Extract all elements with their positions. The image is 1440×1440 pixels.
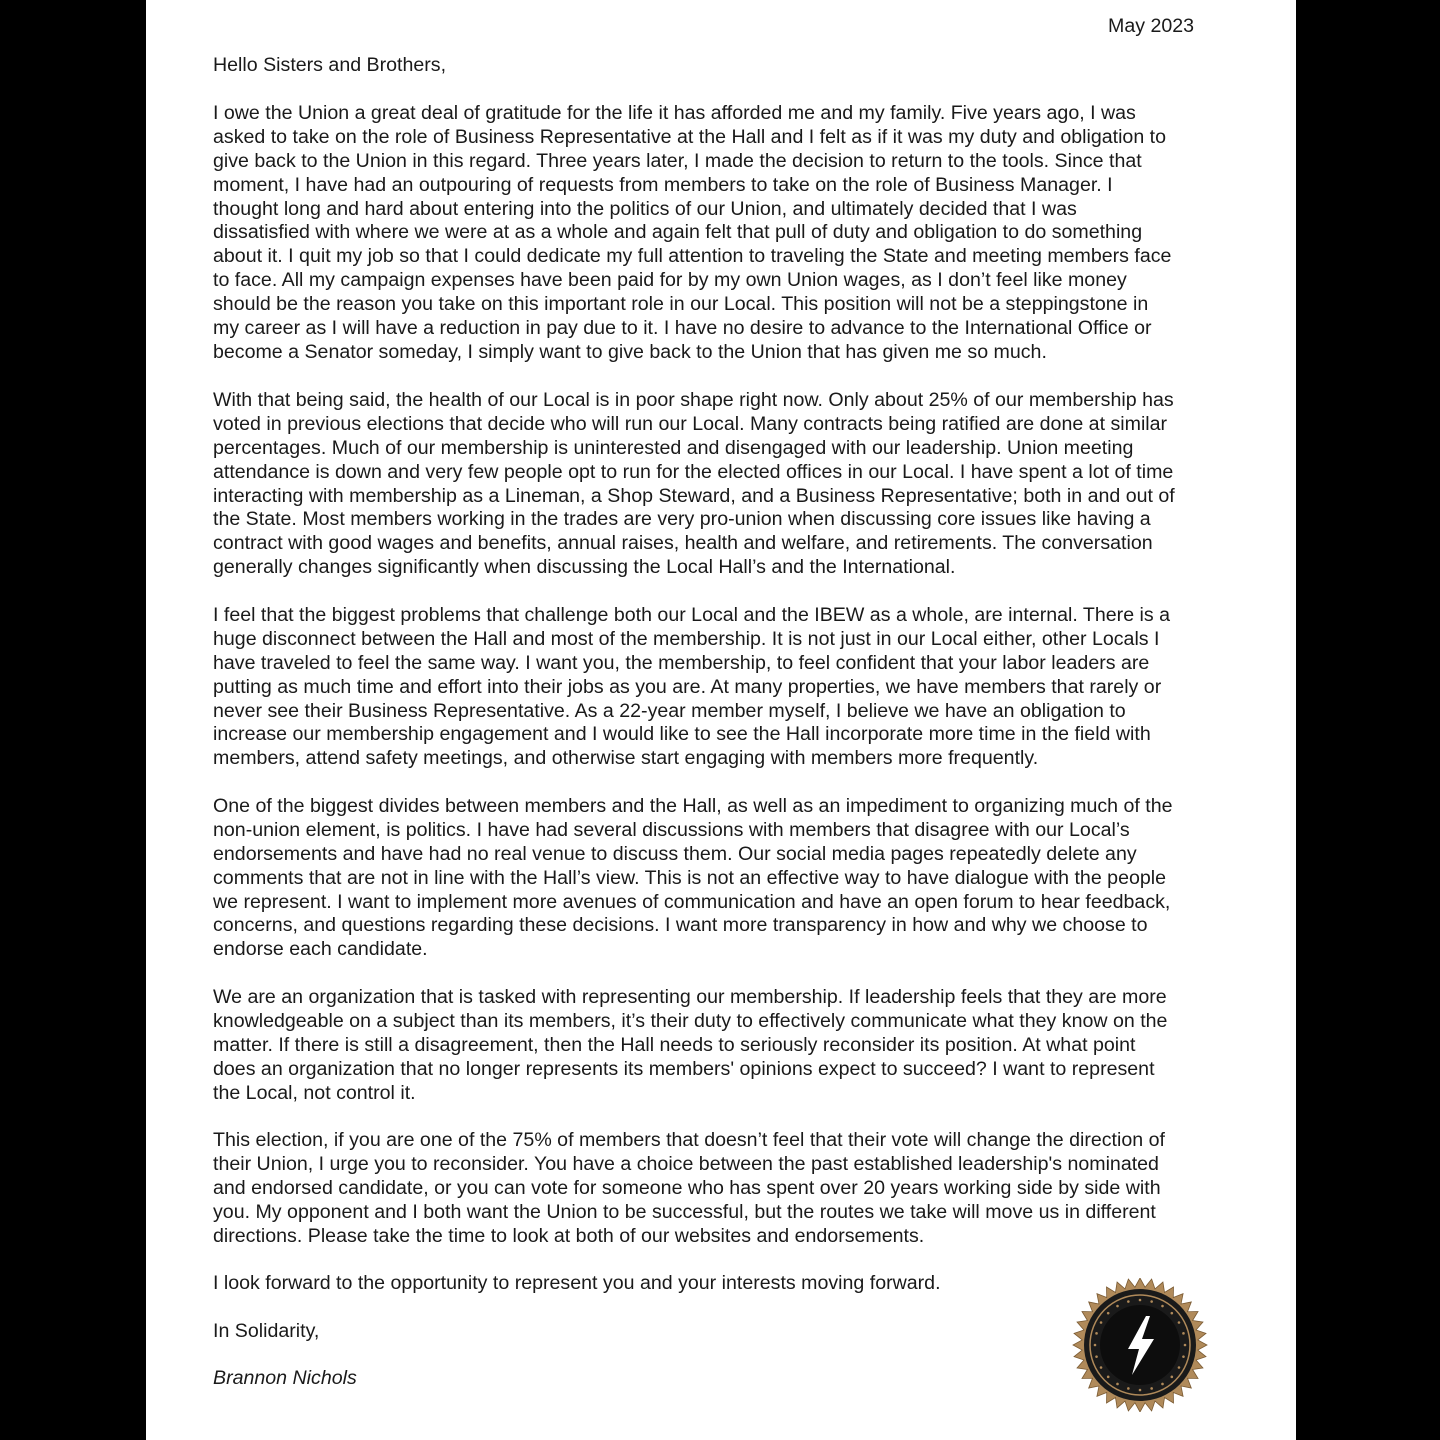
paragraph-7 [213,1272,941,1296]
paragraph-line: the Local, not control it. [213,1081,416,1104]
paragraph-line: endorse each candidate. [213,938,428,961]
paragraph-1 [213,102,1171,365]
seal-star [1178,1366,1181,1369]
seal-star [1139,1389,1142,1392]
seal-star [1150,1387,1153,1390]
letter-date: May 2023 [1108,15,1195,37]
paragraph-line: I look forward to the opportunity to represent you and your interests moving forward. [213,1272,941,1294]
paragraph-3 [213,604,1170,771]
paragraph-line: We are an organization that is tasked with representing our membership. If leadership feels that they are more [213,986,1167,1008]
paragraph-line: we represent. I want to implement more avenues of communication and have an open forum to hear feedback, [213,890,1171,913]
paragraph-line: directions. Please take the time to look at both of our websites and endorsements. [213,1224,925,1247]
seal-star [1161,1383,1164,1386]
paragraph-line: asked to take on the role of Business Representative at the Hall and I felt as if it was my duty and obligation to [213,125,1167,148]
paragraph-2 [213,389,1175,580]
paragraph-line: should be the reason you take on this important role in our Local. This position will not be a steppingstone in [213,293,1149,316]
paragraph-line: interacting with membership as a Lineman, a Shop Steward, and a Business Representative; both in and out of [213,484,1175,507]
signature: Brannon Nichols [213,1367,357,1389]
seal-star [1116,1305,1119,1308]
closing: In Solidarity, [213,1320,320,1342]
seal-star [1094,1344,1097,1347]
seal-star [1150,1300,1153,1303]
paragraph-line: give back to the Union in this regard. Three years later, I made the decision to return to the tools. Since that [213,149,1142,172]
seal-star [1182,1355,1185,1358]
seal-star [1178,1321,1181,1324]
paragraph-line: the State. Most members working in the trades are very pro-union when discussing core issues like having a [213,508,1151,531]
paragraph-line: my career as I will have a reduction in pay due to it. I have no desire to advance to the International Office or [213,317,1152,340]
paragraph-line: generally changes significantly when discussing the Local Hall’s and the International. [213,556,956,579]
paragraph-6 [213,1129,1165,1248]
paragraph-line: does an organization that no longer represents its members' opinions expect to succeed? I want to represent [213,1057,1155,1080]
greeting: Hello Sisters and Brothers, [213,54,447,76]
paragraph-line: about it. I quit my job so that I could dedicate my full attention to traveling the State and meeting members face [213,245,1172,268]
paragraph-line: their Union, I urge you to reconsider. You have a choice between the past established leadership's nominated [213,1152,1159,1175]
paragraph-line: With that being said, the health of our Local is in poor shape right now. Only about 25% of our membership has [213,389,1174,411]
paragraph-line: concerns, and questions regarding these decisions. I want more transparency in how and why we choose to [213,914,1148,937]
paragraph-line: have traveled to feel the same way. I want you, the membership, to feel confident that your labor leaders are [213,651,1150,674]
seal-star [1127,1387,1130,1390]
paragraph-4 [213,795,1173,962]
paragraph-line: never see their Business Representative. As a 22-year member myself, I believe we have an obligation to [213,699,1126,722]
seal-star [1161,1305,1164,1308]
seal-graphic [1070,1278,1210,1412]
seal-star [1100,1366,1103,1369]
seal-star [1171,1376,1174,1379]
paragraph-line: I owe the Union a great deal of gratitude for the life it has afforded me and my family. Five years ago, I was [213,102,1136,124]
paragraph-line: This election, if you are one of the 75% of members that doesn’t feel that their vote will change the direction of [213,1129,1165,1151]
seal-badge [1070,1278,1210,1412]
paragraph-line: One of the biggest divides between members and the Hall, as well as an impediment to organizing much of the [213,795,1173,817]
paragraph-line: putting as much time and effort into their jobs as you are. At many properties, we have members that rarely or [213,675,1162,698]
paragraph-line: you. My opponent and I both want the Union to be successful, but the routes we take will move us in different [213,1200,1156,1223]
paragraph-line: thought long and hard about entering into the politics of our Union, and ultimately decided that I was [213,197,1077,220]
paragraph-line: dissatisfied with where we were at as a whole and again felt that pull of duty and obligation to do something [213,221,1143,244]
paragraph-line: endorsements and have had no real venue to discuss them. Our social media pages repeatedly delete any [213,842,1137,865]
paragraph-5 [213,986,1167,1105]
paragraph-line: I feel that the biggest problems that challenge both our Local and the IBEW as a whole, are internal. There is a [213,604,1171,626]
paragraph-line: and endorsed candidate, or you can vote for someone who has spent over 20 years working side by side with [213,1176,1161,1199]
seal-star [1095,1355,1098,1358]
seal-star [1107,1312,1110,1315]
seal-star [1116,1383,1119,1386]
paragraph-line: to face. All my campaign expenses have been paid for by my own Union wages, as I don’t feel like money [213,269,1127,292]
paragraph-line: become a Senator someday, I simply want to give back to the Union that has given me so much. [213,340,1047,363]
paragraph-line: contract with good wages and benefits, annual raises, health and welfare, and retirements. The conversation [213,532,1153,555]
paragraph-line: knowledgeable on a subject than its members, it’s their duty to effectively communicate what they know on the [213,1009,1168,1032]
seal-star [1127,1300,1130,1303]
seal-star [1184,1344,1187,1347]
paragraph-line: increase our membership engagement and I would like to see the Hall incorporate more time in the field with [213,723,1151,746]
paragraph-line: members, attend safety meetings, and otherwise start engaging with members more frequently. [213,747,1039,770]
paragraph-line: huge disconnect between the Hall and most of the membership. It is not just in our Local either, other Locals I [213,627,1160,650]
paragraph-line: voted in previous elections that decide who will run our Local. Many contracts being ratified are done at similar [213,412,1168,435]
paragraph-line: comments that are not in line with the Hall’s view. This is not an effective way to have dialogue with the people [213,866,1167,889]
paragraph-line: percentages. Much of our membership is uninterested and disengaged with our leadership. Union meeting [213,436,1134,459]
seal-star [1171,1312,1174,1315]
seal-star [1107,1376,1110,1379]
paragraph-line: matter. If there is still a disagreement, then the Hall needs to seriously reconsider its position. At what point [213,1033,1136,1056]
paragraph-line: attendance is down and very few people opt to run for the elected offices in our Local. I have spent a lot of time [213,460,1174,483]
seal-star [1095,1332,1098,1335]
paragraph-line: non-union element, is politics. I have had several discussions with members that disagree with our Local’s [213,818,1130,841]
seal-star [1100,1321,1103,1324]
seal-star [1182,1332,1185,1335]
paragraph-line: moment, I have had an outpouring of requests from members to take on the role of Business Manager. I [213,173,1113,196]
seal-star [1139,1299,1142,1302]
